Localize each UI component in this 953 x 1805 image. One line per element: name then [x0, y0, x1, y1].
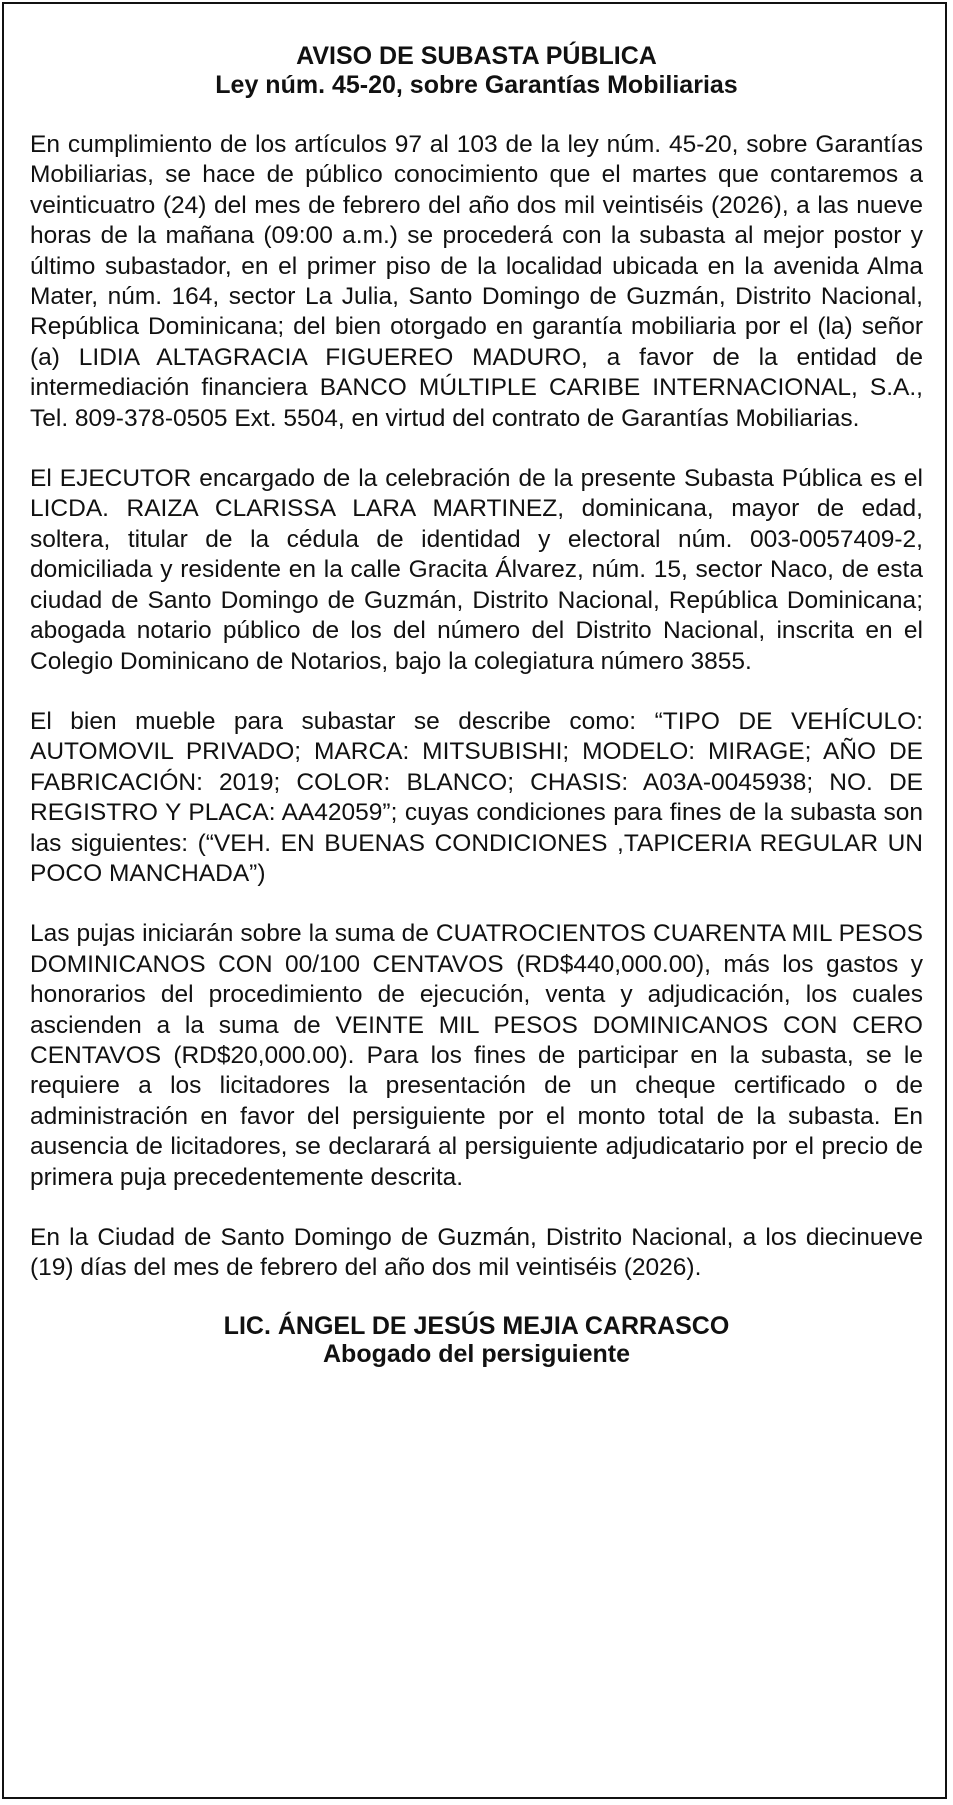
paragraph-vehicle-description: El bien mueble para subastar se describe como: “TIPO DE VEHÍCULO: AUTOMOVIL PRIVADO; MARCA: MITSUBISHI; MODELO: MIRAGE; AÑO DE FABRICACIÓN: 2019; COLOR: BLANCO; CHASIS: A03A-0045938; NO. DE REGISTRO Y PLACA: AA42059”; cuyas condiciones para fines de la subasta son las siguientes: (“VEH. EN BUENAS CONDICIONES ,TAPICERIA REGULAR UN POCO MANCHADA”) [30, 707, 923, 887]
paragraph-announcement: En cumplimiento de los artículos 97 al 103 de la ley núm. 45-20, sobre Garantías Mobiliarias, se hace de público conocimiento que el martes que contaremos a veinticuatro (24) del mes de febrero del año dos mil veintiséis (2026), a las nueve horas de la mañana (09:00 a.m.) se procederá con la subasta al mejor postor y último subastador, en el primer piso de la localidad ubicada en la avenida Alma Mater, núm. 164, sector La Julia, Santo Domingo de Guzmán, Distrito Nacional, República Dominicana; del bien otorgado en garantía mobiliaria por el (la) señor (a) LIDIA ALTAGRACIA FIGUEREO MADURO, a favor de la entidad de intermediación financiera BANCO MÚLTIPLE CARIBE INTERNACIONAL, S.A., Tel. 809-378-0505 Ext. 5504, en virtud del contrato de Garantías Mobiliarias. [30, 131, 923, 432]
paragraph-bidding-terms: Las pujas iniciarán sobre la suma de CUATROCIENTOS CUARENTA MIL PESOS DOMINICANOS CON 00/100 CENTAVOS (RD$440,000.00), más los gastos y honorarios del procedimiento de ejecución, venta y adjudicación, los cuales ascienden a la suma de VEINTE MIL PESOS DOMINICANOS CON CERO CENTAVOS (RD$20,000.00). Para los fines de participar en la subasta, se le requiere a los licitadores la presentación de un cheque certificado o de administración en favor del persiguiente por el monto total de la subasta. En ausencia de licitadores, se declarará al persiguiente adjudicatario por el precio de primera puja precedentemente descrita. [30, 920, 923, 1191]
notice-title: AVISO DE SUBASTA PÚBLICA [296, 42, 657, 70]
paragraph-date-place: En la Ciudad de Santo Domingo de Guzmán, Distrito Nacional, a los diecinueve (19) días del mes de febrero del año dos mil veintiséis (2026). [30, 1224, 923, 1282]
notice-subtitle: Ley núm. 45-20, sobre Garantías Mobiliarias [215, 71, 738, 99]
signature-role: Abogado del persiguiente [323, 1339, 630, 1368]
signature-name: LIC. ÁNGEL DE JESÚS MEJIA CARRASCO [223, 1311, 730, 1340]
paragraph-executor: El EJECUTOR encargado de la celebración de la presente Subasta Pública es el LICDA. RAIZA CLARISSA LARA MARTINEZ, dominicana, mayor de edad, soltera, titular de la cédula de identidad y electoral núm. 003-0057409-2, domiciliada y residente en la calle Gracita Álvarez, núm. 15, sector Naco, de esta ciudad de Santo Domingo de Guzmán, Distrito Nacional, República Dominicana; abogada notario público de los del número del Distrito Nacional, inscrita en el Colegio Dominicano de Notarios, bajo la colegiatura número 3855. [30, 465, 923, 675]
notice-body [30, 42, 923, 1368]
